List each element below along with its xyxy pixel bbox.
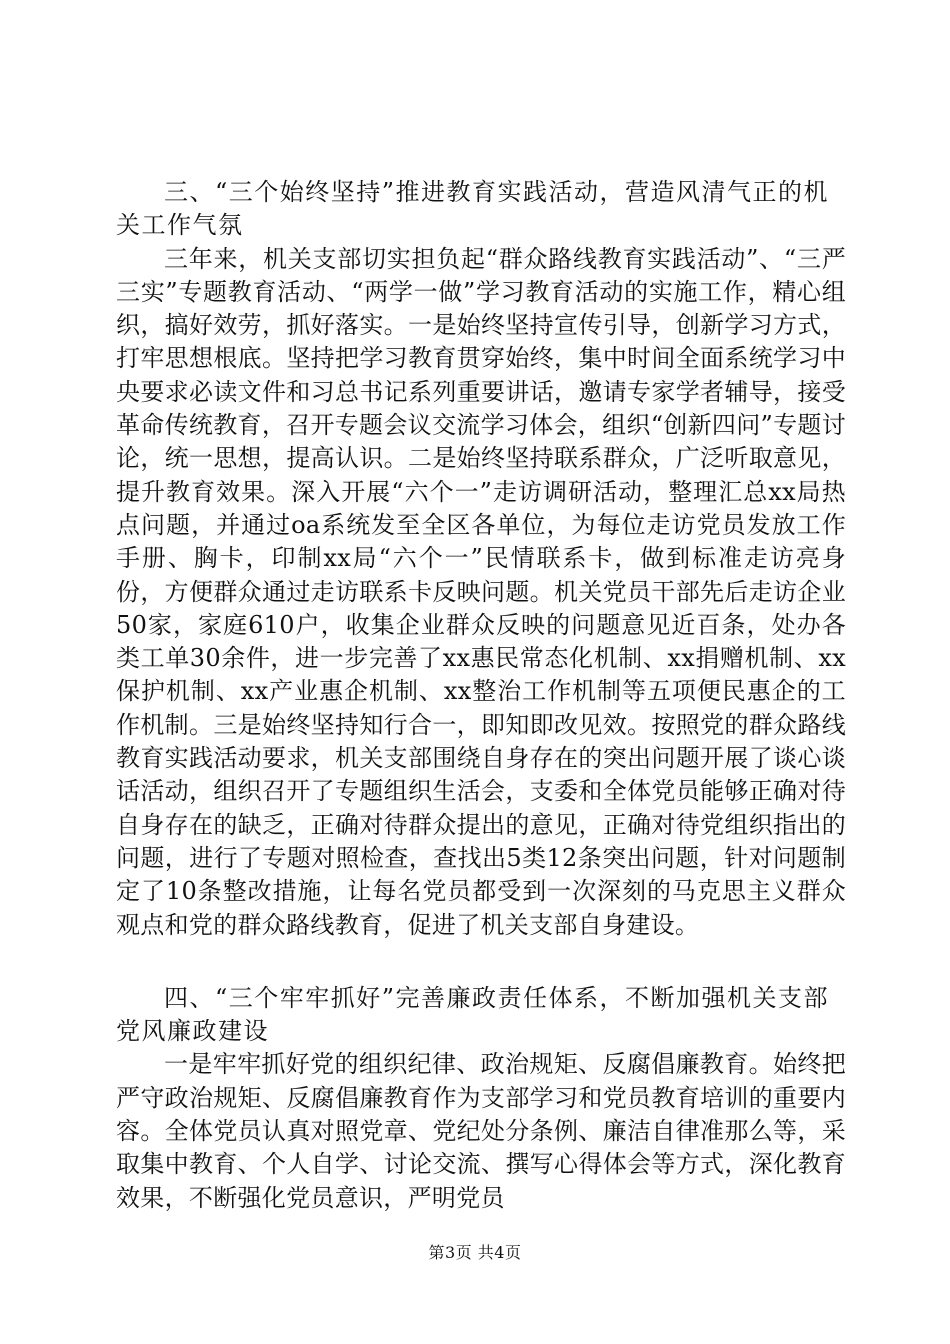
section-4-heading: 四、“三个牢牢抓好”完善廉政责任体系，不断加强机关支部党风廉政建设 <box>116 983 830 1046</box>
section-spacer <box>116 942 846 982</box>
section-4-paragraph: 一是牢牢抓好党的组织纪律、政治规矩、反腐倡廉教育。始终把严守政治规矩、反腐倡廉教育作为支部学习和党员教育培训的重要内容。全体党员认真对照党章、党纪处分条例、廉洁自律准那么等，采取集中教育、个人自学、讨论交流、撰写心得体会等方式，深化教育效果，不断强化党员意识，严明党员 <box>116 1050 846 1212</box>
page-number-footer: 第3页 共4页 <box>428 1243 522 1262</box>
section-3-paragraph: 三年来，机关支部切实担负起“群众路线教育实践活动”、“三严三实”专题教育活动、“两学一做”学习教育活动的实施工作，精心组织，搞好效劳，抓好落实。一是始终坚持宣传引导，创新学习方式，打牢思想根底。坚持把学习教育贯穿始终，集中时间全面系统学习中央要求必读文件和习总书记系列重要讲话，邀请专家学者辅导，接受革命传统教育，召开专题会议交流学习体会，组织“创新四问”专题讨论，统一思想，提高认识。二是始终坚持联系群众，广泛听取意见，提升教育效果。深入开展“六个一”走访调研活动，整理汇总xx局热点问题，并通过oa系统发至全区各单位，为每位走访党员发放工作手册、胸卡，印制xx局“六个一”民情联系卡，做到标准走访亮身份，方便群众通过走访联系卡反映问题。机关党员干部先后走访企业50家，家庭610户，收集企业群众反映的问题意见近百条，处办各类工单30余件，进一步完善了xx惠民常态化机制、xx捐赠机制、xx保护机制、xx产业惠企机制、xx整治工作机制等五项便民惠企的工作机制。三是始终坚持知行合一，即知即改见效。按照党的群众路线教育实践活动要求，机关支部围绕自身存在的突出问题开展了谈心谈话活动，组织召开了专题组织生活会，支委和全体党员能够正确对待自身存在的缺乏，正确对待群众提出的意见，正确对待党组织指出的问题，进行了专题对照检查，查找出5类12条突出问题，针对问题制定了10条整改措施，让每名党员都受到一次深刻的马克思主义群众观点和党的群众路线教育，促进了机关支部自身建设。 <box>116 244 846 939</box>
document-body <box>116 176 846 1215</box>
section-3-heading: 三、“三个始终坚持”推进教育实践活动，营造风清气正的机关工作气氛 <box>116 178 830 240</box>
